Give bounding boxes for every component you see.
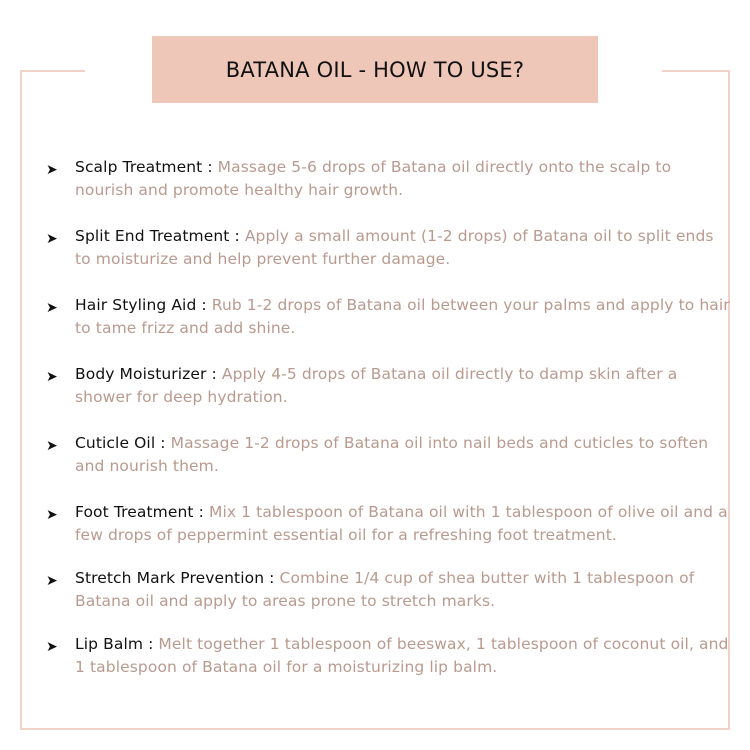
- list-item-hair-styling-aid: [46, 294, 730, 340]
- item-label: Cuticle Oil :: [75, 434, 166, 452]
- item-description: Apply a small amount (1-2 drops) of Batana oil to split ends to moisturize and help prevent further damage.: [75, 227, 714, 268]
- usage-list: [46, 156, 730, 702]
- list-item-scalp-treatment: [46, 156, 730, 202]
- arrowhead-icon: ➤: [46, 639, 58, 655]
- item-label: Scalp Treatment :: [75, 158, 213, 176]
- item-description: Mix 1 tablespoon of Batana oil with 1 tablespoon of olive oil and a few drops of peppermint essential oil for a refreshing foot treatment.: [75, 503, 728, 544]
- item-description: Massage 1-2 drops of Batana oil into nail beds and cuticles to soften and nourish them.: [75, 434, 709, 475]
- arrowhead-icon: ➤: [46, 300, 58, 316]
- item-label: Foot Treatment :: [75, 503, 204, 521]
- frame-left-border: [20, 70, 22, 730]
- list-item-lip-balm: [46, 633, 730, 679]
- item-description: Apply 4-5 drops of Batana oil directly to damp skin after a shower for deep hydration.: [75, 365, 678, 406]
- title-banner: [152, 36, 598, 103]
- item-label: Lip Balm :: [75, 635, 154, 653]
- arrowhead-icon: ➤: [46, 573, 58, 589]
- list-item-body-moisturizer: [46, 363, 730, 409]
- arrowhead-icon: ➤: [46, 369, 58, 385]
- arrowhead-icon: ➤: [46, 507, 58, 523]
- list-item-split-end-treatment: [46, 225, 730, 271]
- item-description: Rub 1-2 drops of Batana oil between your palms and apply to hair to tame frizz and add shine.: [75, 296, 730, 337]
- frame-top-left-segment: [20, 70, 85, 72]
- item-label: Stretch Mark Prevention :: [75, 569, 275, 587]
- list-item-cuticle-oil: [46, 432, 730, 478]
- list-item-stretch-mark-prevention: [46, 567, 730, 613]
- arrowhead-icon: ➤: [46, 231, 58, 247]
- frame-top-right-segment: [662, 70, 730, 72]
- item-description: Massage 5-6 drops of Batana oil directly onto the scalp to nourish and promote healthy hair growth.: [75, 158, 672, 199]
- page-title: BATANA OIL - HOW TO USE?: [225, 57, 525, 82]
- item-description: Combine 1/4 cup of shea butter with 1 tablespoon of Batana oil and apply to areas prone to stretch marks.: [75, 569, 695, 610]
- list-item-foot-treatment: [46, 501, 730, 547]
- item-label: Body Moisturizer :: [75, 365, 217, 383]
- frame-bottom-border: [20, 728, 730, 730]
- arrowhead-icon: ➤: [46, 162, 58, 178]
- item-label: Hair Styling Aid :: [75, 296, 207, 314]
- arrowhead-icon: ➤: [46, 438, 58, 454]
- item-label: Split End Treatment :: [75, 227, 240, 245]
- item-description: Melt together 1 tablespoon of beeswax, 1 tablespoon of coconut oil, and 1 tablespoon of Batana oil for a moisturizing lip balm.: [75, 635, 729, 676]
